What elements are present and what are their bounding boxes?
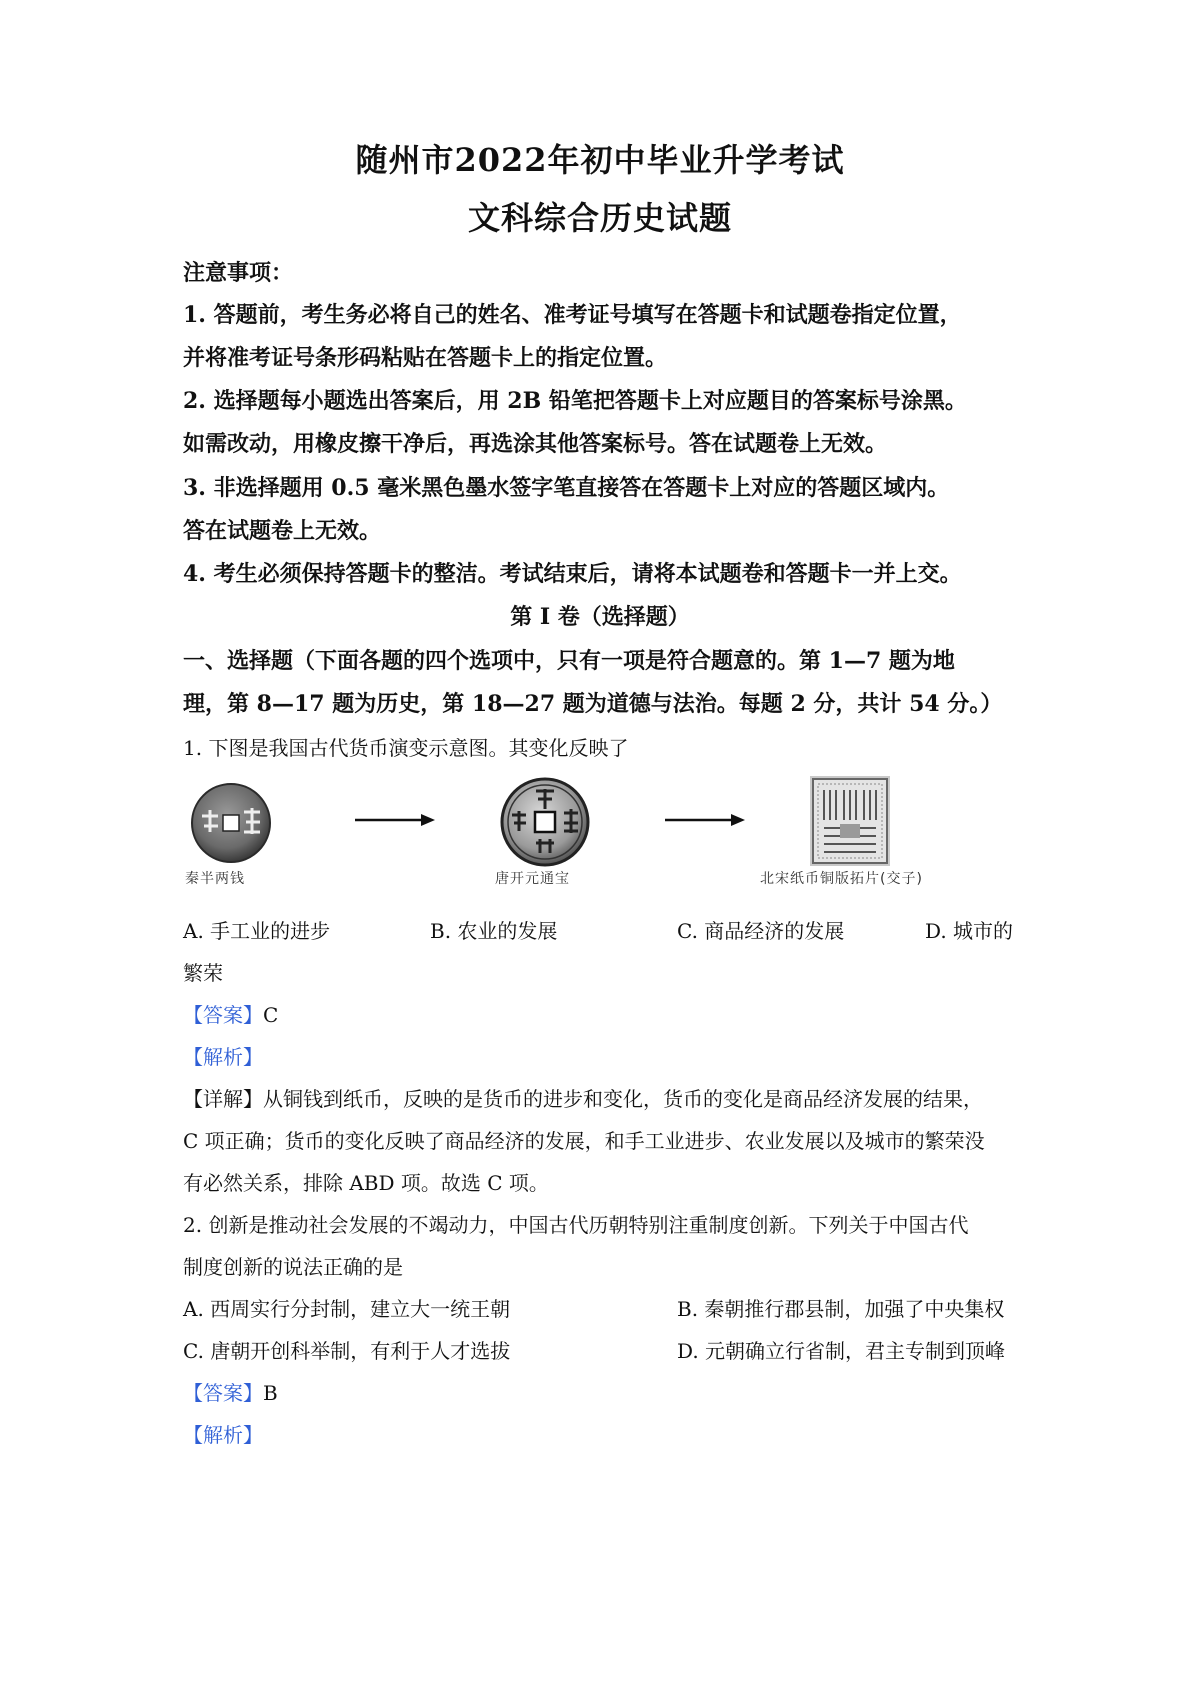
option-c: C. 商品经济的发展	[677, 919, 845, 943]
option-a: A. 西周实行分封制，建立大一统王朝	[183, 1297, 511, 1321]
section-intro-line: 一、选择题（下面各题的四个选项中，只有一项是符合题意的。第 1—7 题为地	[183, 648, 955, 674]
coin-banliang-icon	[190, 782, 272, 864]
question-1-stem: 1. 下图是我国古代货币演变示意图。其变化反映了	[183, 736, 629, 760]
figure-caption: 秦半两钱	[185, 871, 245, 887]
answer-label: 【答案】	[183, 1381, 263, 1405]
analysis-label: 【解析】	[183, 1423, 263, 1447]
option-b: B. 秦朝推行郡县制，加强了中央集权	[677, 1297, 1005, 1321]
question-2-stem: 制度创新的说法正确的是	[183, 1255, 403, 1279]
notice-line: 3. 非选择题用 0.5 毫米黑色墨水签字笔直接答在答题卡上对应的答题区域内。	[183, 475, 950, 501]
detail-line: C 项正确；货币的变化反映了商品经济的发展，和手工业进步、农业发展以及城市的繁荣没	[183, 1129, 985, 1153]
notice-heading: 注意事项：	[183, 260, 294, 286]
notice-line: 并将准考证号条形码粘贴在答题卡上的指定位置。	[183, 345, 668, 371]
question-2-stem: 2. 创新是推动社会发展的不竭动力，中国古代历朝特别注重制度创新。下列关于中国古代	[183, 1213, 969, 1237]
page-title: 随州市2022年初中毕业升学考试	[355, 141, 845, 179]
option-d: D. 元朝确立行省制，君主专制到顶峰	[677, 1339, 1006, 1363]
jiaozi-paper-icon	[810, 776, 890, 866]
answer-line	[183, 999, 278, 1028]
answer-value: B	[263, 1381, 278, 1405]
option-d-wrap: 繁荣	[183, 961, 223, 985]
notice-line: 如需改动，用橡皮擦干净后，再选涂其他答案标号。答在试题卷上无效。	[183, 431, 888, 457]
option-a: A. 手工业的进步	[183, 919, 331, 943]
option-b: B. 农业的发展	[430, 919, 558, 943]
notice-line: 4. 考生必须保持答题卡的整洁。考试结束后，请将本试题卷和答题卡一并上交。	[183, 561, 962, 587]
volume-title: 第 I 卷（选择题）	[510, 604, 690, 630]
section-intro-line: 理，第 8—17 题为历史，第 18—27 题为道德与法治。每题 2 分，共计 54 分。）	[183, 691, 1003, 717]
notice-line: 1. 答题前，考生务必将自己的姓名、准考证号填写在答题卡和试题卷指定位置，	[183, 302, 962, 328]
right-arrow-icon	[665, 812, 745, 826]
analysis-label: 【解析】	[183, 1045, 263, 1069]
page-subtitle: 文科综合历史试题	[467, 199, 732, 237]
detail-line: 有必然关系，排除 ABD 项。故选 C 项。	[183, 1171, 549, 1195]
answer-value: C	[263, 1003, 279, 1027]
figure-caption: 唐开元通宝	[495, 871, 570, 887]
answer-label: 【答案】	[183, 1003, 263, 1027]
notice-line: 答在试题卷上无效。	[183, 518, 382, 544]
right-arrow-icon	[355, 812, 435, 826]
coin-kaiyuan-icon	[500, 777, 590, 867]
option-c: C. 唐朝开创科举制，有利于人才选拔	[183, 1339, 511, 1363]
option-d: D. 城市的	[925, 919, 1014, 943]
detail-line: 【详解】从铜钱到纸币，反映的是货币的进步和变化，货币的变化是商品经济发展的结果，	[183, 1087, 983, 1111]
figure-caption: 北宋纸币铜版拓片(交子)	[760, 871, 923, 887]
answer-line	[183, 1377, 278, 1406]
notice-line: 2. 选择题每小题选出答案后，用 2B 铅笔把答题卡上对应题目的答案标号涂黑。	[183, 388, 967, 414]
